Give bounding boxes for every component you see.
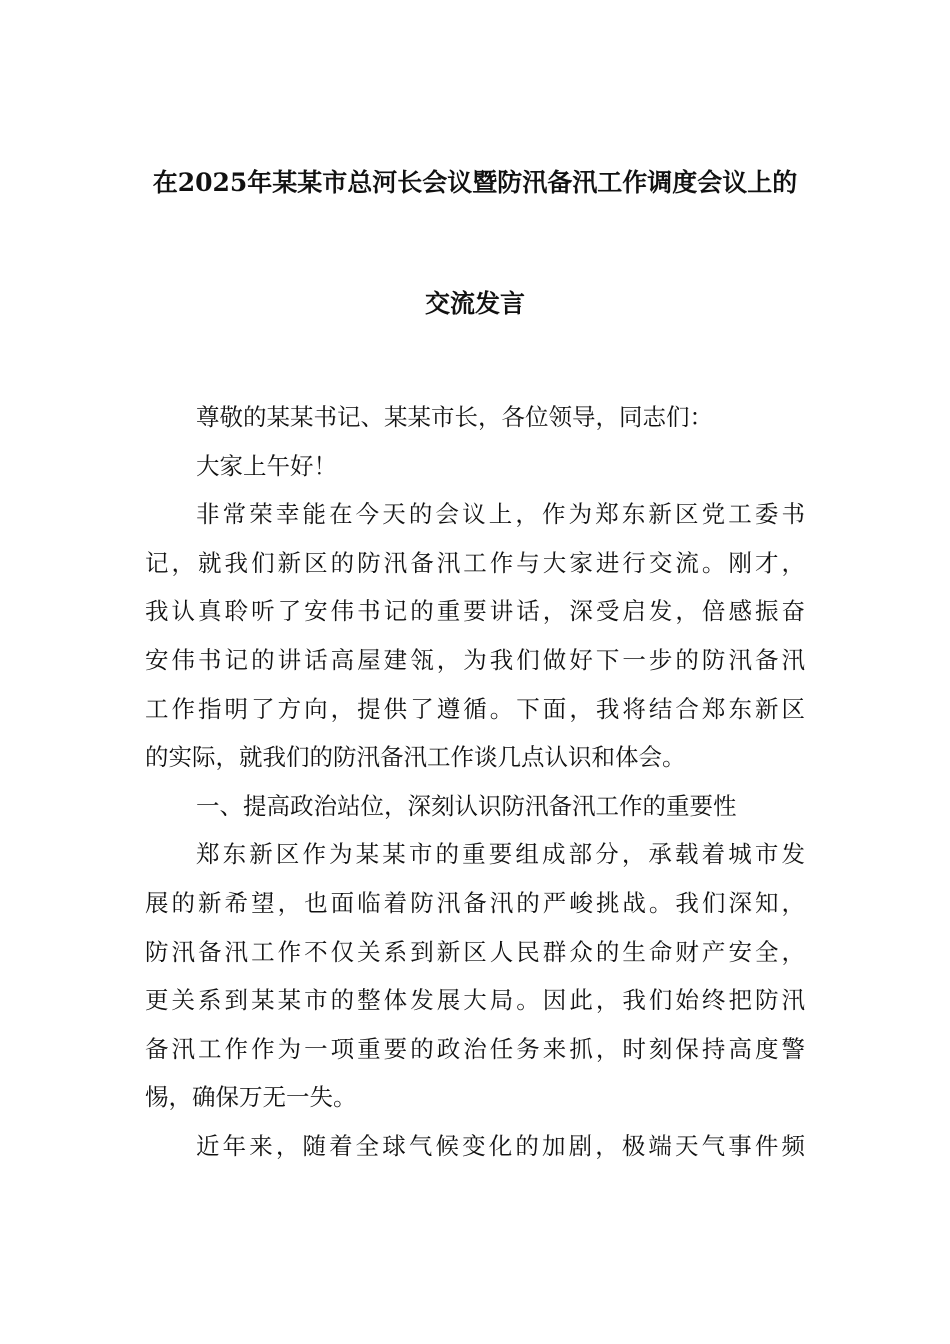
paragraph-line: 近年来，随着全球气候变化的加剧，极端天气事件频 xyxy=(196,1131,805,1160)
section1-paragraph-1 xyxy=(145,830,805,1122)
paragraph-line: 尊敬的某某书记、某某市长，各位领导，同志们： xyxy=(196,403,713,431)
greeting-paragraph xyxy=(145,442,805,491)
section-heading-1 xyxy=(145,782,805,831)
paragraph-line: 非常荣幸能在今天的会议上，作为郑东新区党工委书 xyxy=(196,500,805,529)
paragraph-line: 记，就我们新区的防汛备汛工作与大家进行交流。刚才， xyxy=(145,548,805,577)
salutation-paragraph xyxy=(145,393,805,442)
section1-paragraph-2 xyxy=(145,1122,805,1171)
paragraph-line: 更关系到某某市的整体发展大局。因此，我们始终把防汛 xyxy=(145,986,805,1015)
paragraph-line: 郑东新区作为某某市的重要组成部分，承载着城市发 xyxy=(196,840,805,869)
paragraph-line: 我认真聆听了安伟书记的重要讲话，深受启发，倍感振奋 xyxy=(145,597,805,626)
paragraph-line: 安伟书记的讲话高屋建瓴，为我们做好下一步的防汛备汛 xyxy=(145,645,805,674)
paragraph-line: 大家上午好！ xyxy=(196,451,337,480)
paragraph-line: 工作指明了方向，提供了遵循。下面，我将结合郑东新区 xyxy=(145,694,805,723)
intro-paragraph xyxy=(145,490,805,782)
document-title-line-2: 交流发言 xyxy=(424,289,525,318)
paragraph-line: 的实际，就我们的防汛备汛工作谈几点认识和体会。 xyxy=(145,743,686,772)
section-heading-text: 一、提高政治站位，深刻认识防汛备汛工作的重要性 xyxy=(196,791,737,820)
paragraph-line: 防汛备汛工作不仅关系到新区人民群众的生命财产安全， xyxy=(145,937,805,966)
paragraph-line: 展的新希望，也面临着防汛备汛的严峻挑战。我们深知， xyxy=(145,888,805,917)
document-body xyxy=(145,393,805,1171)
document-title-line-1: 在2025年某某市总河长会议暨防汛备汛工作调度会议上的 xyxy=(152,168,798,197)
paragraph-line: 备汛工作作为一项重要的政治任务来抓，时刻保持高度警 xyxy=(145,1034,805,1063)
paragraph-line: 惕，确保万无一失。 xyxy=(145,1083,357,1112)
